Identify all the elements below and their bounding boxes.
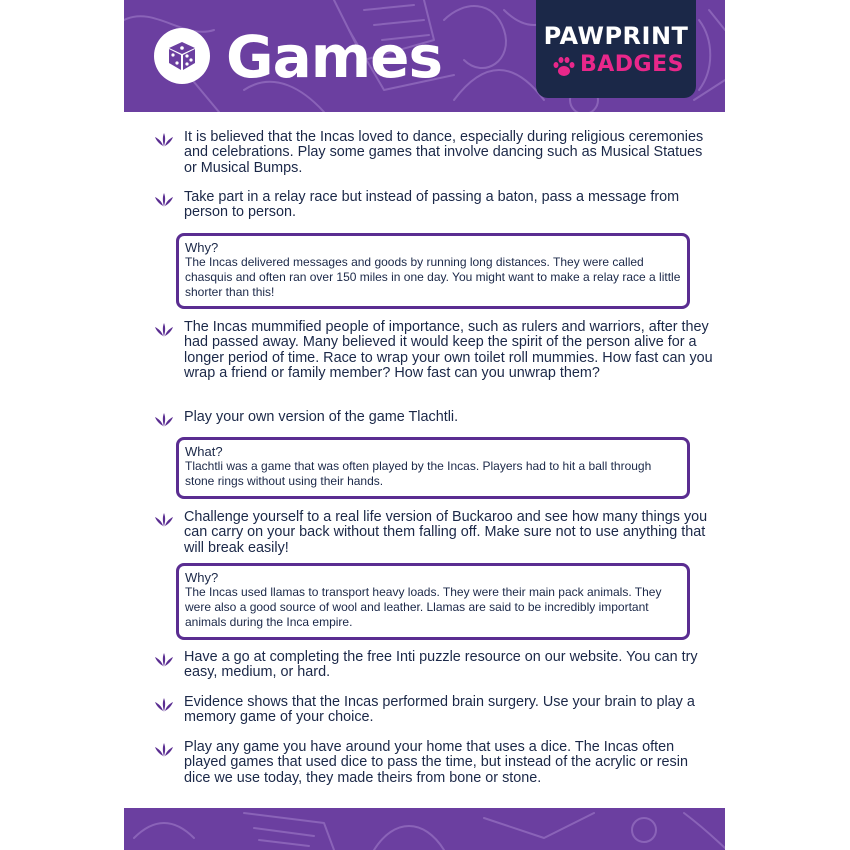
list-item-text: Have a go at completing the free Inti puzzle resource on our website. You can try easy, medium, or hard. <box>184 649 698 681</box>
logo-line-2 <box>550 52 696 82</box>
info-box-text: The Incas used llamas to transport heavy loads. They were their main pack animals. They were also a good source of wool and leather. Llamas are said to be incredibly important animals during the Inca empire. <box>185 585 662 629</box>
list-item-text: Challenge yourself to a real life version of Buckaroo and see how many things you can carry on your back without them falling off. Make sure not to use anything that will break easily! <box>184 509 708 556</box>
logo-line-2-text: BADGES <box>580 52 684 77</box>
dice-icon-circle <box>154 28 210 84</box>
info-box-heading: Why? <box>185 570 219 585</box>
decorative-doodles <box>124 808 725 850</box>
list-item-text: Take part in a relay race but instead of passing a baton, pass a message from person to person. <box>184 189 680 221</box>
fleur-bullet-icon <box>154 322 174 338</box>
list-item-text: Play any game you have around your home that uses a dice. The Incas often played games that used dice to pass the time, but instead of the acrylic or resin dice we use today, they made theirs from bone or stone. <box>184 739 688 786</box>
page-title: Games <box>226 23 443 91</box>
dice-icon <box>167 41 197 71</box>
fleur-bullet-icon <box>154 652 174 668</box>
fleur-bullet-icon <box>154 512 174 528</box>
info-box <box>176 563 690 640</box>
info-box-text: The Incas delivered messages and goods by running long distances. They were called chasquis and often ran over 150 miles in one day. You might want to make a relay race a little shorter than this! <box>185 255 681 299</box>
fleur-bullet-icon <box>154 697 174 713</box>
header-banner <box>124 0 725 112</box>
activity-sheet <box>124 0 725 850</box>
footer-banner <box>124 808 725 850</box>
list-item-text: Play your own version of the game Tlachtli. <box>184 409 459 425</box>
list-item-text: The Incas mummified people of importance, such as rulers and warriors, after they had passed away. Many believed it would keep the spirit of the person alive for a longer period of time. Race to wrap your own toilet roll mummies. How fast can you wrap a friend or family member? How fast can you unwrap them? <box>184 319 713 382</box>
fleur-bullet-icon <box>154 192 174 208</box>
fleur-bullet-icon <box>154 412 174 428</box>
logo-line-1: PAWPRINT <box>543 22 689 50</box>
fleur-bullet-icon <box>154 132 174 148</box>
fleur-bullet-icon <box>154 742 174 758</box>
info-box <box>176 437 690 499</box>
info-box-text: Tlachtli was a game that was often played by the Incas. Players had to hit a ball through stone rings without using their hands. <box>185 459 652 488</box>
info-box-heading: Why? <box>185 240 219 255</box>
list-item-text: Evidence shows that the Incas performed brain surgery. Use your brain to play a memory game of your choice. <box>184 694 695 726</box>
pawprint-badges-logo <box>536 0 696 98</box>
paw-icon <box>552 56 576 78</box>
info-box <box>176 233 690 309</box>
info-box-heading: What? <box>185 444 223 459</box>
list-item-text: It is believed that the Incas loved to dance, especially during religious ceremonies and celebrations. Play some games that involve dancing such as Musical Statues or Musical Bumps. <box>184 129 704 176</box>
